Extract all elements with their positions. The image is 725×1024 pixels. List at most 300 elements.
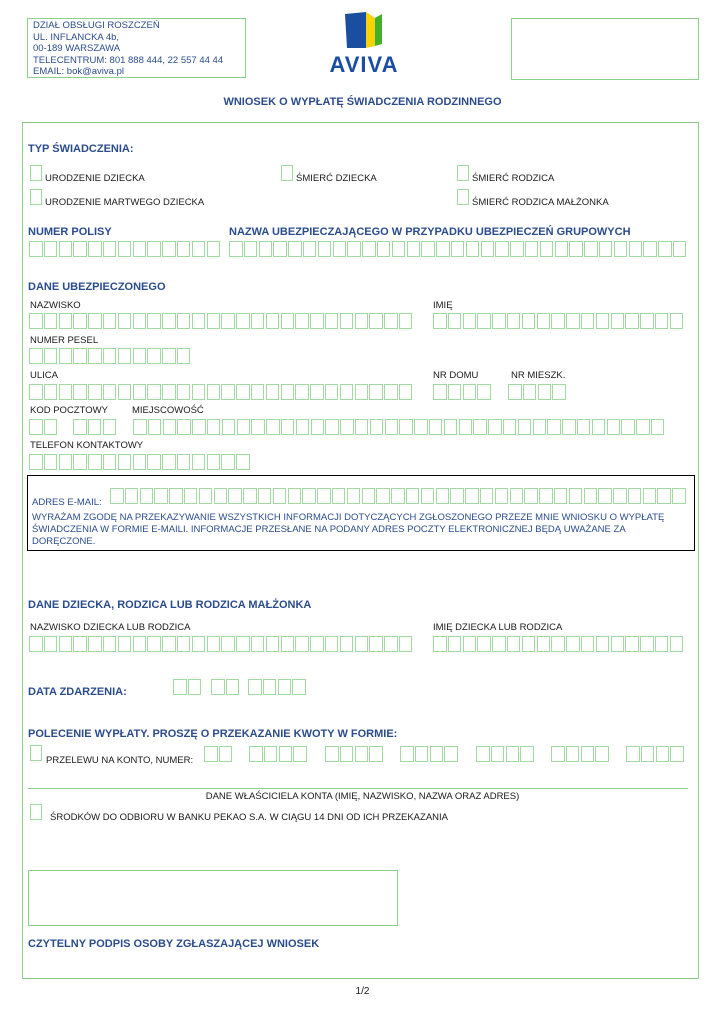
input-cell[interactable]	[433, 636, 447, 652]
account-cells-6[interactable]	[551, 746, 610, 762]
input-cell[interactable]	[278, 679, 292, 695]
input-cell[interactable]	[450, 488, 464, 504]
input-cell[interactable]	[629, 241, 643, 257]
input-cell[interactable]	[258, 488, 272, 504]
input-cell[interactable]	[29, 419, 43, 435]
input-cell[interactable]	[537, 313, 551, 329]
input-cell[interactable]	[399, 636, 413, 652]
input-cell[interactable]	[192, 419, 206, 435]
input-cell[interactable]	[192, 636, 206, 652]
input-cell[interactable]	[148, 419, 162, 435]
input-cell[interactable]	[640, 636, 654, 652]
input-cell[interactable]	[118, 636, 132, 652]
input-cell[interactable]	[377, 241, 391, 257]
input-cell[interactable]	[44, 384, 58, 400]
input-cell[interactable]	[392, 241, 406, 257]
input-cell[interactable]	[507, 636, 521, 652]
input-cell[interactable]	[370, 419, 384, 435]
input-cell[interactable]	[547, 419, 561, 435]
input-cell[interactable]	[510, 241, 524, 257]
input-cell[interactable]	[281, 636, 295, 652]
input-cell[interactable]	[281, 384, 295, 400]
input-cell[interactable]	[162, 636, 176, 652]
input-cell[interactable]	[376, 488, 390, 504]
input-cell[interactable]	[73, 348, 87, 364]
input-cell[interactable]	[480, 488, 494, 504]
input-cell[interactable]	[643, 488, 657, 504]
checkbox-parent-death[interactable]	[457, 165, 469, 181]
input-cell[interactable]	[566, 313, 580, 329]
input-cell[interactable]	[147, 636, 161, 652]
input-cell[interactable]	[88, 241, 102, 257]
input-cell[interactable]	[177, 384, 191, 400]
input-cell[interactable]	[29, 454, 43, 470]
postal-code-prefix-cells[interactable]	[29, 419, 59, 435]
input-cell[interactable]	[340, 636, 354, 652]
input-cell[interactable]	[199, 488, 213, 504]
input-cell[interactable]	[311, 419, 325, 435]
input-cell[interactable]	[477, 384, 491, 400]
input-cell[interactable]	[369, 746, 383, 762]
input-cell[interactable]	[73, 636, 87, 652]
input-cell[interactable]	[147, 454, 161, 470]
input-cell[interactable]	[406, 488, 420, 504]
input-cell[interactable]	[125, 488, 139, 504]
input-cell[interactable]	[236, 454, 250, 470]
input-cell[interactable]	[607, 419, 621, 435]
input-cell[interactable]	[362, 488, 376, 504]
input-cell[interactable]	[88, 348, 102, 364]
input-cell[interactable]	[29, 636, 43, 652]
input-cell[interactable]	[569, 241, 583, 257]
input-cell[interactable]	[73, 241, 87, 257]
input-cell[interactable]	[554, 488, 568, 504]
house-no-cells[interactable]	[433, 384, 492, 400]
input-cell[interactable]	[421, 241, 435, 257]
input-cell[interactable]	[162, 241, 176, 257]
event-day-cells[interactable]	[173, 679, 203, 695]
input-cell[interactable]	[581, 313, 595, 329]
input-cell[interactable]	[207, 384, 221, 400]
input-cell[interactable]	[162, 313, 176, 329]
input-cell[interactable]	[162, 384, 176, 400]
input-cell[interactable]	[133, 636, 147, 652]
input-cell[interactable]	[562, 419, 576, 435]
input-cell[interactable]	[552, 384, 566, 400]
input-cell[interactable]	[147, 313, 161, 329]
input-cell[interactable]	[369, 313, 383, 329]
input-cell[interactable]	[657, 488, 671, 504]
input-cell[interactable]	[29, 348, 43, 364]
input-cell[interactable]	[88, 384, 102, 400]
input-cell[interactable]	[73, 313, 87, 329]
input-cell[interactable]	[670, 746, 684, 762]
input-cell[interactable]	[444, 746, 458, 762]
input-cell[interactable]	[133, 419, 147, 435]
input-cell[interactable]	[73, 454, 87, 470]
input-cell[interactable]	[214, 488, 228, 504]
input-cell[interactable]	[384, 384, 398, 400]
input-cell[interactable]	[523, 384, 537, 400]
input-cell[interactable]	[333, 241, 347, 257]
input-cell[interactable]	[400, 746, 414, 762]
input-cell[interactable]	[221, 384, 235, 400]
input-cell[interactable]	[614, 241, 628, 257]
input-cell[interactable]	[251, 419, 265, 435]
input-cell[interactable]	[302, 488, 316, 504]
input-cell[interactable]	[173, 679, 187, 695]
input-cell[interactable]	[103, 348, 117, 364]
input-cell[interactable]	[103, 454, 117, 470]
policy-number-cells[interactable]	[29, 241, 221, 257]
input-cell[interactable]	[295, 384, 309, 400]
input-cell[interactable]	[566, 746, 580, 762]
input-cell[interactable]	[451, 241, 465, 257]
input-cell[interactable]	[656, 746, 670, 762]
input-cell[interactable]	[266, 313, 280, 329]
input-cell[interactable]	[355, 636, 369, 652]
input-cell[interactable]	[259, 241, 273, 257]
input-cell[interactable]	[332, 488, 346, 504]
input-cell[interactable]	[293, 746, 307, 762]
input-cell[interactable]	[266, 384, 280, 400]
input-cell[interactable]	[140, 488, 154, 504]
input-cell[interactable]	[103, 636, 117, 652]
input-cell[interactable]	[88, 419, 102, 435]
input-cell[interactable]	[508, 384, 522, 400]
input-cell[interactable]	[207, 241, 221, 257]
input-cell[interactable]	[436, 241, 450, 257]
input-cell[interactable]	[310, 636, 324, 652]
input-cell[interactable]	[162, 454, 176, 470]
input-cell[interactable]	[506, 746, 520, 762]
input-cell[interactable]	[340, 746, 354, 762]
input-cell[interactable]	[625, 636, 639, 652]
input-cell[interactable]	[655, 636, 669, 652]
input-cell[interactable]	[192, 384, 206, 400]
input-cell[interactable]	[492, 313, 506, 329]
input-cell[interactable]	[444, 419, 458, 435]
input-cell[interactable]	[539, 488, 553, 504]
input-cell[interactable]	[59, 384, 73, 400]
account-cells-4[interactable]	[400, 746, 459, 762]
input-cell[interactable]	[188, 679, 202, 695]
event-year-cells[interactable]	[248, 679, 307, 695]
city-cells[interactable]	[133, 419, 666, 435]
input-cell[interactable]	[581, 746, 595, 762]
input-cell[interactable]	[192, 313, 206, 329]
input-cell[interactable]	[533, 419, 547, 435]
checkbox-stillbirth[interactable]	[30, 189, 42, 205]
input-cell[interactable]	[463, 384, 477, 400]
input-cell[interactable]	[73, 384, 87, 400]
input-cell[interactable]	[229, 241, 243, 257]
input-cell[interactable]	[248, 679, 262, 695]
signature-box[interactable]	[28, 870, 398, 926]
input-cell[interactable]	[465, 488, 479, 504]
input-cell[interactable]	[495, 241, 509, 257]
input-cell[interactable]	[599, 241, 613, 257]
input-cell[interactable]	[369, 384, 383, 400]
input-cell[interactable]	[355, 313, 369, 329]
input-cell[interactable]	[347, 241, 361, 257]
input-cell[interactable]	[279, 746, 293, 762]
input-cell[interactable]	[551, 636, 565, 652]
input-cell[interactable]	[384, 313, 398, 329]
input-cell[interactable]	[273, 241, 287, 257]
input-cell[interactable]	[177, 454, 191, 470]
input-cell[interactable]	[133, 241, 147, 257]
email-cells[interactable]	[110, 488, 687, 504]
input-cell[interactable]	[481, 241, 495, 257]
input-cell[interactable]	[228, 488, 242, 504]
input-cell[interactable]	[415, 746, 429, 762]
insurer-name-cells[interactable]	[229, 241, 688, 257]
input-cell[interactable]	[207, 636, 221, 652]
input-cell[interactable]	[103, 241, 117, 257]
input-cell[interactable]	[670, 636, 684, 652]
input-cell[interactable]	[221, 313, 235, 329]
input-cell[interactable]	[325, 384, 339, 400]
input-cell[interactable]	[295, 636, 309, 652]
input-cell[interactable]	[540, 241, 554, 257]
checkbox-spouse-parent-death[interactable]	[457, 189, 469, 205]
input-cell[interactable]	[133, 348, 147, 364]
apartment-no-cells[interactable]	[508, 384, 567, 400]
account-cells-7[interactable]	[626, 746, 685, 762]
input-cell[interactable]	[566, 636, 580, 652]
checkbox-cash[interactable]	[30, 804, 42, 820]
input-cell[interactable]	[611, 313, 625, 329]
input-cell[interactable]	[59, 454, 73, 470]
input-cell[interactable]	[177, 348, 191, 364]
input-cell[interactable]	[310, 313, 324, 329]
input-cell[interactable]	[147, 348, 161, 364]
first-name-cells[interactable]	[433, 313, 685, 329]
input-cell[interactable]	[613, 488, 627, 504]
input-cell[interactable]	[177, 241, 191, 257]
relative-surname-cells[interactable]	[29, 636, 414, 652]
input-cell[interactable]	[673, 241, 687, 257]
input-cell[interactable]	[236, 313, 250, 329]
account-cells-5[interactable]	[476, 746, 535, 762]
input-cell[interactable]	[538, 384, 552, 400]
input-cell[interactable]	[577, 419, 591, 435]
input-cell[interactable]	[103, 419, 117, 435]
input-cell[interactable]	[488, 419, 502, 435]
input-cell[interactable]	[477, 313, 491, 329]
input-cell[interactable]	[596, 636, 610, 652]
input-cell[interactable]	[385, 419, 399, 435]
input-cell[interactable]	[672, 488, 686, 504]
input-cell[interactable]	[251, 384, 265, 400]
input-cell[interactable]	[118, 241, 132, 257]
input-cell[interactable]	[59, 348, 73, 364]
input-cell[interactable]	[433, 313, 447, 329]
input-cell[interactable]	[611, 636, 625, 652]
input-cell[interactable]	[658, 241, 672, 257]
input-cell[interactable]	[325, 746, 339, 762]
input-cell[interactable]	[477, 636, 491, 652]
input-cell[interactable]	[204, 746, 218, 762]
input-cell[interactable]	[340, 419, 354, 435]
input-cell[interactable]	[522, 636, 536, 652]
input-cell[interactable]	[325, 313, 339, 329]
input-cell[interactable]	[355, 384, 369, 400]
input-cell[interactable]	[266, 419, 280, 435]
input-cell[interactable]	[598, 488, 612, 504]
input-cell[interactable]	[169, 488, 183, 504]
input-cell[interactable]	[626, 746, 640, 762]
input-cell[interactable]	[154, 488, 168, 504]
input-cell[interactable]	[655, 313, 669, 329]
input-cell[interactable]	[221, 636, 235, 652]
input-cell[interactable]	[88, 313, 102, 329]
input-cell[interactable]	[226, 679, 240, 695]
input-cell[interactable]	[537, 636, 551, 652]
input-cell[interactable]	[507, 313, 521, 329]
input-cell[interactable]	[651, 419, 665, 435]
input-cell[interactable]	[355, 419, 369, 435]
street-cells[interactable]	[29, 384, 414, 400]
input-cell[interactable]	[295, 313, 309, 329]
input-cell[interactable]	[476, 746, 490, 762]
input-cell[interactable]	[29, 241, 43, 257]
input-cell[interactable]	[236, 384, 250, 400]
input-cell[interactable]	[595, 746, 609, 762]
input-cell[interactable]	[525, 241, 539, 257]
input-cell[interactable]	[466, 241, 480, 257]
input-cell[interactable]	[192, 454, 206, 470]
input-cell[interactable]	[243, 488, 257, 504]
account-cells-2[interactable]	[249, 746, 308, 762]
input-cell[interactable]	[448, 384, 462, 400]
input-cell[interactable]	[448, 636, 462, 652]
input-cell[interactable]	[433, 384, 447, 400]
input-cell[interactable]	[118, 348, 132, 364]
input-cell[interactable]	[147, 241, 161, 257]
input-cell[interactable]	[520, 746, 534, 762]
input-cell[interactable]	[347, 488, 361, 504]
input-cell[interactable]	[551, 313, 565, 329]
input-cell[interactable]	[391, 488, 405, 504]
input-cell[interactable]	[264, 746, 278, 762]
input-cell[interactable]	[118, 384, 132, 400]
input-cell[interactable]	[251, 313, 265, 329]
input-cell[interactable]	[340, 384, 354, 400]
input-cell[interactable]	[369, 636, 383, 652]
surname-cells[interactable]	[29, 313, 414, 329]
input-cell[interactable]	[636, 419, 650, 435]
input-cell[interactable]	[177, 636, 191, 652]
input-cell[interactable]	[448, 313, 462, 329]
input-cell[interactable]	[288, 488, 302, 504]
input-cell[interactable]	[551, 746, 565, 762]
input-cell[interactable]	[118, 454, 132, 470]
input-cell[interactable]	[340, 313, 354, 329]
relative-first-name-cells[interactable]	[433, 636, 685, 652]
input-cell[interactable]	[325, 636, 339, 652]
input-cell[interactable]	[503, 419, 517, 435]
input-cell[interactable]	[44, 419, 58, 435]
input-cell[interactable]	[310, 384, 324, 400]
account-cells-3[interactable]	[325, 746, 384, 762]
input-cell[interactable]	[110, 488, 124, 504]
input-cell[interactable]	[133, 454, 147, 470]
input-cell[interactable]	[414, 419, 428, 435]
input-cell[interactable]	[495, 488, 509, 504]
input-cell[interactable]	[147, 384, 161, 400]
input-cell[interactable]	[436, 488, 450, 504]
input-cell[interactable]	[463, 313, 477, 329]
input-cell[interactable]	[421, 488, 435, 504]
input-cell[interactable]	[221, 454, 235, 470]
input-cell[interactable]	[162, 348, 176, 364]
input-cell[interactable]	[569, 488, 583, 504]
phone-cells[interactable]	[29, 454, 251, 470]
input-cell[interactable]	[133, 384, 147, 400]
input-cell[interactable]	[118, 313, 132, 329]
input-cell[interactable]	[281, 419, 295, 435]
input-cell[interactable]	[219, 746, 233, 762]
input-cell[interactable]	[584, 241, 598, 257]
input-cell[interactable]	[581, 636, 595, 652]
input-cell[interactable]	[292, 679, 306, 695]
input-cell[interactable]	[641, 746, 655, 762]
input-cell[interactable]	[407, 241, 421, 257]
input-cell[interactable]	[296, 419, 310, 435]
checkbox-transfer[interactable]	[30, 745, 42, 761]
input-cell[interactable]	[207, 313, 221, 329]
input-cell[interactable]	[273, 488, 287, 504]
input-cell[interactable]	[399, 313, 413, 329]
input-cell[interactable]	[59, 636, 73, 652]
input-cell[interactable]	[103, 384, 117, 400]
input-cell[interactable]	[266, 636, 280, 652]
input-cell[interactable]	[640, 313, 654, 329]
input-cell[interactable]	[184, 488, 198, 504]
postal-code-suffix-cells[interactable]	[73, 419, 117, 435]
input-cell[interactable]	[133, 313, 147, 329]
input-cell[interactable]	[399, 419, 413, 435]
input-cell[interactable]	[88, 636, 102, 652]
input-cell[interactable]	[103, 313, 117, 329]
input-cell[interactable]	[429, 419, 443, 435]
checkbox-birth[interactable]	[30, 165, 42, 181]
input-cell[interactable]	[522, 313, 536, 329]
input-cell[interactable]	[192, 241, 206, 257]
input-cell[interactable]	[237, 419, 251, 435]
input-cell[interactable]	[628, 488, 642, 504]
input-cell[interactable]	[584, 488, 598, 504]
input-cell[interactable]	[325, 419, 339, 435]
input-cell[interactable]	[281, 313, 295, 329]
input-cell[interactable]	[430, 746, 444, 762]
input-cell[interactable]	[625, 313, 639, 329]
input-cell[interactable]	[621, 419, 635, 435]
input-cell[interactable]	[596, 313, 610, 329]
input-cell[interactable]	[491, 746, 505, 762]
input-cell[interactable]	[463, 636, 477, 652]
input-cell[interactable]	[384, 636, 398, 652]
input-cell[interactable]	[59, 241, 73, 257]
event-month-cells[interactable]	[211, 679, 241, 695]
checkbox-child-death[interactable]	[281, 165, 293, 181]
input-cell[interactable]	[355, 746, 369, 762]
input-cell[interactable]	[73, 419, 87, 435]
input-cell[interactable]	[177, 313, 191, 329]
input-cell[interactable]	[643, 241, 657, 257]
